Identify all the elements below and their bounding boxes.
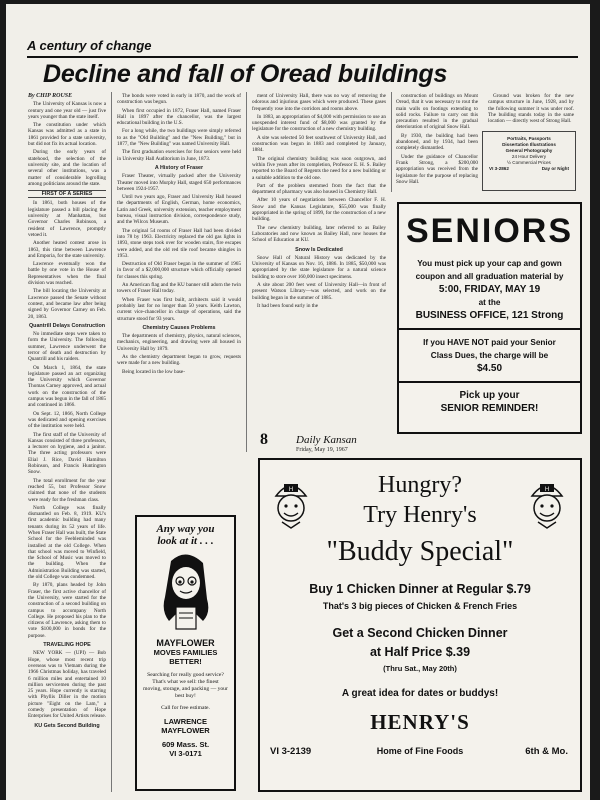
portraits-ad bbox=[482, 131, 576, 191]
column-divider bbox=[111, 92, 112, 792]
henrys-special: "Buddy Special" bbox=[326, 536, 514, 567]
henrys-tagline: A great idea for dates or buddys! bbox=[341, 688, 499, 699]
mayflower-agent: LAWRENCE bbox=[164, 717, 207, 726]
henrys-brand: HENRY'S bbox=[370, 710, 470, 734]
folio-date: Friday, May 19, 1967 bbox=[296, 447, 348, 453]
seniors-text: You must pick up your cap and gown bbox=[417, 259, 562, 268]
paragraph: The University of Kansas is now a century and one year old — just five years younger than the state itself. bbox=[28, 101, 106, 120]
paragraph: By 1870, plans headed by John Fraser, the first active chancellor of the University, were started for the construction of a second building on campus to accompany North College. He proposed his plan to the citizens of Lawrence, asking them to vote $100,000 in bonds for the purpose. bbox=[28, 582, 106, 639]
section-rule bbox=[27, 56, 578, 58]
paragraph: NEW YORK — (UPI) — Bob Hope, whose most recent trip overseas was to Vietnam during the 1966 Christmas holiday, has traveled 6 million miles and entertained 10 million servicemen during the past 25 years. Hope currently is starring with Phyllis Diller in the motion picture "Eight on the Lam," a comedy presentation of Hope Enterprises for United Artists release. bbox=[28, 650, 106, 720]
subhead: Snow Is Dedicated bbox=[295, 246, 343, 253]
mayflower-call: Call for free estimate. bbox=[161, 705, 210, 711]
paragraph: North College was finally dismantled on Feb. 8, 1919. KU's first academic building had many tenants during its 52 years of life. When Fraser Hall was built, the State School for the Feebleminded was installed at the old College. When that school was moved to Winfield, the School of Music was moved to the building. When the Administration Building was started, the old College was condemned. bbox=[28, 504, 106, 581]
svg-text:H: H bbox=[544, 487, 550, 493]
paragraph: The bonds were voted in early in 1870, and the work of construction was begun. bbox=[117, 93, 241, 106]
paragraph: The first staff of the University of Kansas consisted of three professors, a lecturer on hygiene, and a janitor. The three acting professors were Elial J. Rice, David Hamilton Robinson, and Francis Huntington Snow. bbox=[28, 431, 106, 476]
henrys-try: Try Henry's bbox=[363, 502, 477, 528]
seniors-text: coupon and all graduation material by bbox=[415, 272, 564, 281]
mayflower-headline: Any way you bbox=[156, 523, 215, 535]
seniors-charge: $4.50 bbox=[476, 363, 503, 374]
seniors-text: at the bbox=[478, 298, 501, 307]
page-number: 8 bbox=[260, 431, 268, 448]
paragraph: Fraser Theater, virtually packed after the University Theater moved into Murphy Hall, staged 650 performances between 1924-1957. bbox=[117, 173, 241, 192]
paragraph: The bill locating the University at Lawrence passed the Senate without contest, and became law after being signed by Governor Carney on Feb. 20, 1863. bbox=[28, 288, 106, 320]
section-label: A century of change bbox=[27, 38, 152, 53]
headline: Decline and fall of Oread buildings bbox=[43, 60, 448, 88]
henrys-offer: Buy 1 Chicken Dinner at Regular $.79 bbox=[309, 582, 531, 596]
henrys-location: 6th & Mo. bbox=[525, 746, 568, 757]
seniors-ad bbox=[397, 202, 582, 434]
paragraph: Another heated contest arose in 1863, this time between Lawrence and Emporia, for the state university. bbox=[28, 240, 106, 259]
paragraph: Destruction of Old Fraser began in the summer of 1965 in favor of a $2,000,000 structure which officially opened for classes this spring. bbox=[117, 261, 241, 280]
mayflower-headline: look at it . . . bbox=[157, 535, 214, 547]
paragraph: The total enrollment for the year reached 55, but Professor Snow claimed that none of the students were ready for the freshman class. bbox=[28, 477, 106, 503]
paragraph: The first graduation exercises for four seniors were held in University Hall Auditorium in June, 1873. bbox=[117, 149, 241, 162]
article-column-2 bbox=[117, 93, 241, 505]
seniors-text: Class Dues, the charge will be bbox=[430, 351, 549, 360]
henrys-offer-dates: (Thru Sat., May 20th) bbox=[383, 664, 457, 673]
paragraph: During the early years of statehood, the selection of the university site, and the location of several other institutions, was a matter of considerable logrolling among politicians around the state. bbox=[28, 149, 106, 187]
mayflower-phone: VI 3-0171 bbox=[169, 749, 202, 758]
seniors-title: SENIORS bbox=[405, 212, 574, 250]
paragraph: On March 1, 1864, the state legislature passed an act organizing the University which Governor Thomas Carney approved, and actual work on the construction of the campus was begun in the fall of 1865 and continued in 1866. bbox=[28, 364, 106, 409]
seniors-text: If you HAVE NOT paid your Senior bbox=[423, 338, 556, 347]
henrys-phone: VI 3-2139 bbox=[270, 746, 312, 757]
article-column-4 bbox=[396, 93, 478, 193]
byline: By CHIP ROUSE bbox=[28, 93, 73, 99]
paragraph: The new chemistry building, later referred to as Bailey Laboratories and now known as Bailey Hall, now houses the School of Education at KU. bbox=[252, 224, 386, 244]
mayflower-brand: MAYFLOWER bbox=[156, 638, 215, 648]
mayflower-slogan: BETTER! bbox=[169, 657, 202, 666]
paragraph: The departments of chemistry, physics, natural sciences, mechanics, engineering, and drawing were all housed in University Hall by 1879. bbox=[117, 333, 241, 352]
portraits-line: Portraits, Passports bbox=[507, 136, 551, 141]
paper-name: Daily Kansan bbox=[296, 434, 357, 446]
paragraph: On Sept. 12, 1866, North College was dedicated and opening exercises of the institution were held. bbox=[28, 410, 106, 430]
henrys-hungry: Hungry? bbox=[378, 472, 462, 498]
paragraph: A site about 200 feet west of University Hall—in front of present Watson Library—was selected, and work on the building began in the summer of 1885. bbox=[252, 282, 386, 301]
series-label: FIRST OF A SERIES bbox=[28, 190, 106, 198]
paragraph: Ground was broken for the new campus structure in June, 1928, and by the following summer it was under roof. The building stands today in the same location — directly west of Strong Hall. bbox=[488, 93, 574, 125]
subhead: A History of Fraser bbox=[154, 164, 204, 171]
portraits-line: General Photography bbox=[505, 148, 553, 153]
article-column-3 bbox=[252, 93, 386, 453]
paragraph: Lawrence eventually won the battle by one vote in the House of Representatives when the final division was reached. bbox=[28, 261, 106, 287]
paragraph: Until two years ago, Fraser and University Hall housed the departments of English, German, home economics, Latin and Greek, university extension, teacher employment bureau, visual instruction division, correspondence study, and the Wilcox Museum. bbox=[117, 194, 241, 226]
henrys-offer-price: at Half Price $.39 bbox=[369, 645, 471, 659]
article-column-5 bbox=[488, 93, 574, 125]
subhead: KU Gets Second Building bbox=[34, 722, 100, 729]
seniors-deadline: 5:00, FRIDAY, MAY 19 bbox=[438, 284, 541, 295]
paragraph: A site was selected 50 feet southwest of University Hall, and construction was begun in 1883 and completed by January, 1884. bbox=[252, 134, 386, 154]
portraits-hours: Day or Night bbox=[541, 166, 569, 171]
column-divider bbox=[391, 92, 392, 192]
seniors-location: BUSINESS OFFICE, 121 Strong bbox=[415, 310, 564, 321]
paragraph: In 1861, both houses of the legislature passed a bill placing the university at Manhattan, but Governor Charles Robinson, a resident of Lawrence, promptly vetoed it. bbox=[28, 200, 106, 238]
paragraph: In 1883, an appropriation of $4,000 with permission to use an unexpended interest fund of $8,000 was granted by the legislature for the construction of a new chemistry building. bbox=[252, 113, 386, 133]
mayflower-address: 609 Mass. St. bbox=[161, 740, 210, 749]
cartoon-figure-icon bbox=[151, 551, 221, 631]
seniors-divider bbox=[399, 328, 580, 330]
henrys-ad bbox=[258, 458, 582, 792]
seniors-text: Pick up your bbox=[459, 390, 520, 401]
paragraph: Part of the problem stemmed from the fact that the department of pharmacy was also housed in Chemistry Hall. bbox=[252, 182, 386, 196]
henrys-offer-detail: That's 3 big pieces of Chicken & French Fries bbox=[322, 601, 518, 611]
paragraph: By 1930, the building had been abandoned, and by 1934, had been completely dismantled. bbox=[396, 132, 478, 152]
paragraph: For a long while, the two buildings were simply referred to as the "Old Building" and the "New Building," but in 1877, the "New Building" was named University Hall. bbox=[117, 128, 241, 148]
seniors-reminder: SENIOR REMINDER! bbox=[440, 403, 539, 414]
subhead: Chemistry Causes Problems bbox=[142, 324, 216, 331]
article-column-1 bbox=[28, 93, 106, 793]
mayflower-body: Searching for really good service? That's what we sell: the finest moving, storage, and packing — your best buy! bbox=[143, 672, 228, 699]
henrys-slogan: Home of Fine Foods bbox=[376, 746, 464, 756]
paragraph: After 10 years of negotiations between Chancellor F. H. Snow and the Kansas Legislature, $55,000 was finally appropriated in the spring of 1899, for the construction of a new building. bbox=[252, 197, 386, 223]
paragraph: The constitution under which Kansas was admitted as a state in 1861 provided for a state university, but did not fix its actual location. bbox=[28, 122, 106, 148]
paragraph: As the chemistry department began to grow, requests were made for a new building. bbox=[117, 353, 241, 367]
paragraph: ment of University Hall, there was no way of removing the odorous and injurious gases which were produced. These gases frequently rose into the corridors and rooms above. bbox=[252, 93, 386, 112]
paragraph: When first occupied in 1872, Fraser Hall, named Fraser Hall in 1897 after the chancellor, was the largest educational building in the U.S. bbox=[117, 107, 241, 127]
mayflower-agent: MAYFLOWER bbox=[161, 726, 210, 735]
portraits-line: 24 Hour Delivery bbox=[511, 154, 547, 159]
mayflower-slogan: MOVES FAMILIES bbox=[153, 648, 218, 657]
paragraph: When Fraser was first built, architects said it would probably last for no longer than 50 years. Keith Lawton, current vice-chancellor in charge of operations, said the structure stood for 93 years. bbox=[117, 296, 241, 322]
portraits-phone: VI 3-2862 bbox=[489, 166, 509, 171]
seniors-divider bbox=[399, 381, 580, 383]
paragraph: An American flag and the KU banner still adorn the twin towers of Fraser Hall today. bbox=[117, 282, 241, 295]
svg-text:H: H bbox=[288, 487, 294, 493]
mayflower-ad bbox=[135, 515, 236, 791]
portraits-line: Dissertation Illustrations bbox=[502, 142, 556, 147]
paragraph: The original chemistry building was soon outgrown, and within five years after its completion, Professor E. H. S. Bailey reported to the Board of Regents the need for a new building or a suitable addition to the old one. bbox=[252, 155, 386, 181]
paragraph: Being located in the low base- bbox=[122, 368, 185, 375]
paragraph: Snow Hall of Natural History was dedicated by the University of Kansas on Nov. 16, 1886. In 1885, $50,000 was appropriated by the state legislature for a natural science building to store over 160,000 insect specimens. bbox=[252, 254, 386, 280]
paragraph: The original 54 rooms of Fraser Hall had been divided into 78 by 1963. Electricity replaced the old gas lights in 1893, stone steps took over for wooden stairs, fire escapes were added, and the old red tile roof became shingles in 1953. bbox=[117, 227, 241, 259]
henrys-offer: Get a Second Chicken Dinner bbox=[332, 626, 508, 640]
column-divider bbox=[246, 92, 247, 452]
portraits-line: ½ Commercial Prices bbox=[507, 160, 551, 165]
paragraph: No immediate steps were taken to form the University. The following summer, Lawrence underwent the terror of death and destruction by Quantrill and his raiders. bbox=[28, 331, 106, 363]
paragraph: construction of buildings on Mount Oread, that it was necessary to rout the main walls on footings extending to solid rocks. Failure to carry out this precaution resulted in the gradual deterioration of original Snow Hall. bbox=[396, 93, 478, 131]
subhead: Quantrill Delays Construction bbox=[28, 322, 106, 329]
subhead: TRAVELING HOPE bbox=[43, 642, 91, 649]
paragraph: Under the guidance of Chancellor Frank Strong, a $200,000 appropriation was received from the legislature for the purpose of replacing Snow Hall. bbox=[396, 153, 478, 185]
paragraph: It had been found early in the bbox=[257, 302, 319, 309]
